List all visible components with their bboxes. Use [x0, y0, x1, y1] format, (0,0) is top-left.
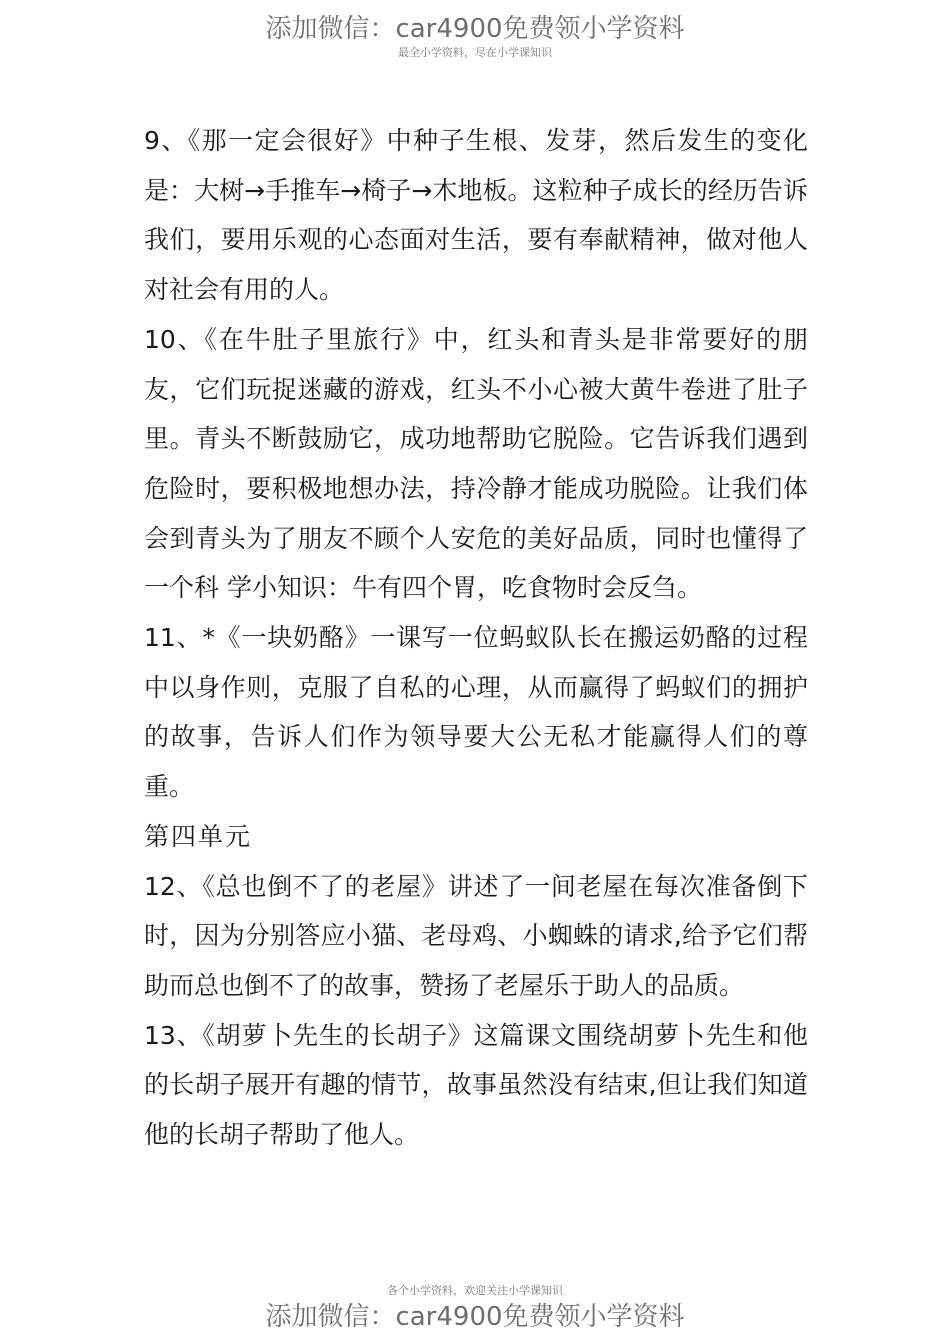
paragraph-item-11: 11、*《一块奶酪》一课写一位蚂蚁队长在搬运奶酪的过程中以身作则，克服了自私的心理，从而赢得了蚂蚁们的拥护的故事，告诉人们作为领导要大公无私才能赢得人们的尊重。 [144, 623, 808, 802]
section-heading: 第四单元 [144, 821, 253, 851]
paragraph-item-9: 9、《那一定会很好》中种子生根、发芽，然后发生的变化是：大树→手推车→椅子→木地板。这粒种子成长的经历告诉我们，要用乐观的心态面对生活，要有奉献精神，做对他人对社会有用的人。 [144, 126, 808, 305]
header-note: 最全小学资料，尽在小学课知识 [398, 46, 552, 59]
watermark-top: 添加微信：car4900免费领小学资料 [265, 14, 685, 44]
paragraph-item-13: 13、《胡萝卜先生的长胡子》这篇课文围绕胡萝卜先生和他的长胡子展开有趣的情节，故事虽然没有结束,但让我们知道他的长胡子帮助了他人。 [144, 1020, 808, 1150]
footer-note: 各个小学资料，欢迎关注小学课知识 [387, 1284, 563, 1297]
watermark-bottom: 添加微信：car4900免费领小学资料 [265, 1302, 685, 1332]
document-body [144, 116, 808, 1160]
paragraph-item-10: 10、《在牛肚子里旅行》中，红头和青头是非常要好的朋友，它们玩捉迷藏的游戏，红头不小心被大黄牛卷进了肚子里。青头不断鼓励它，成功地帮助它脱险。它告诉我们遇到危险时，要积极地想办法，持冷静才能成功脱险。让我们体会到青头为了朋友不顾个人安危的美好品质，同时也懂得了一个科 学小知识：牛有四个胃，吃食物时会反刍。 [144, 324, 808, 603]
paragraph-item-12: 12、《总也倒不了的老屋》讲述了一间老屋在每次准备倒下时，因为分别答应小猫、老母鸡、小蜘蛛的请求,给予它们帮助而总也倒不了的故事，赞扬了老屋乐于助人的品质。 [144, 871, 808, 1000]
